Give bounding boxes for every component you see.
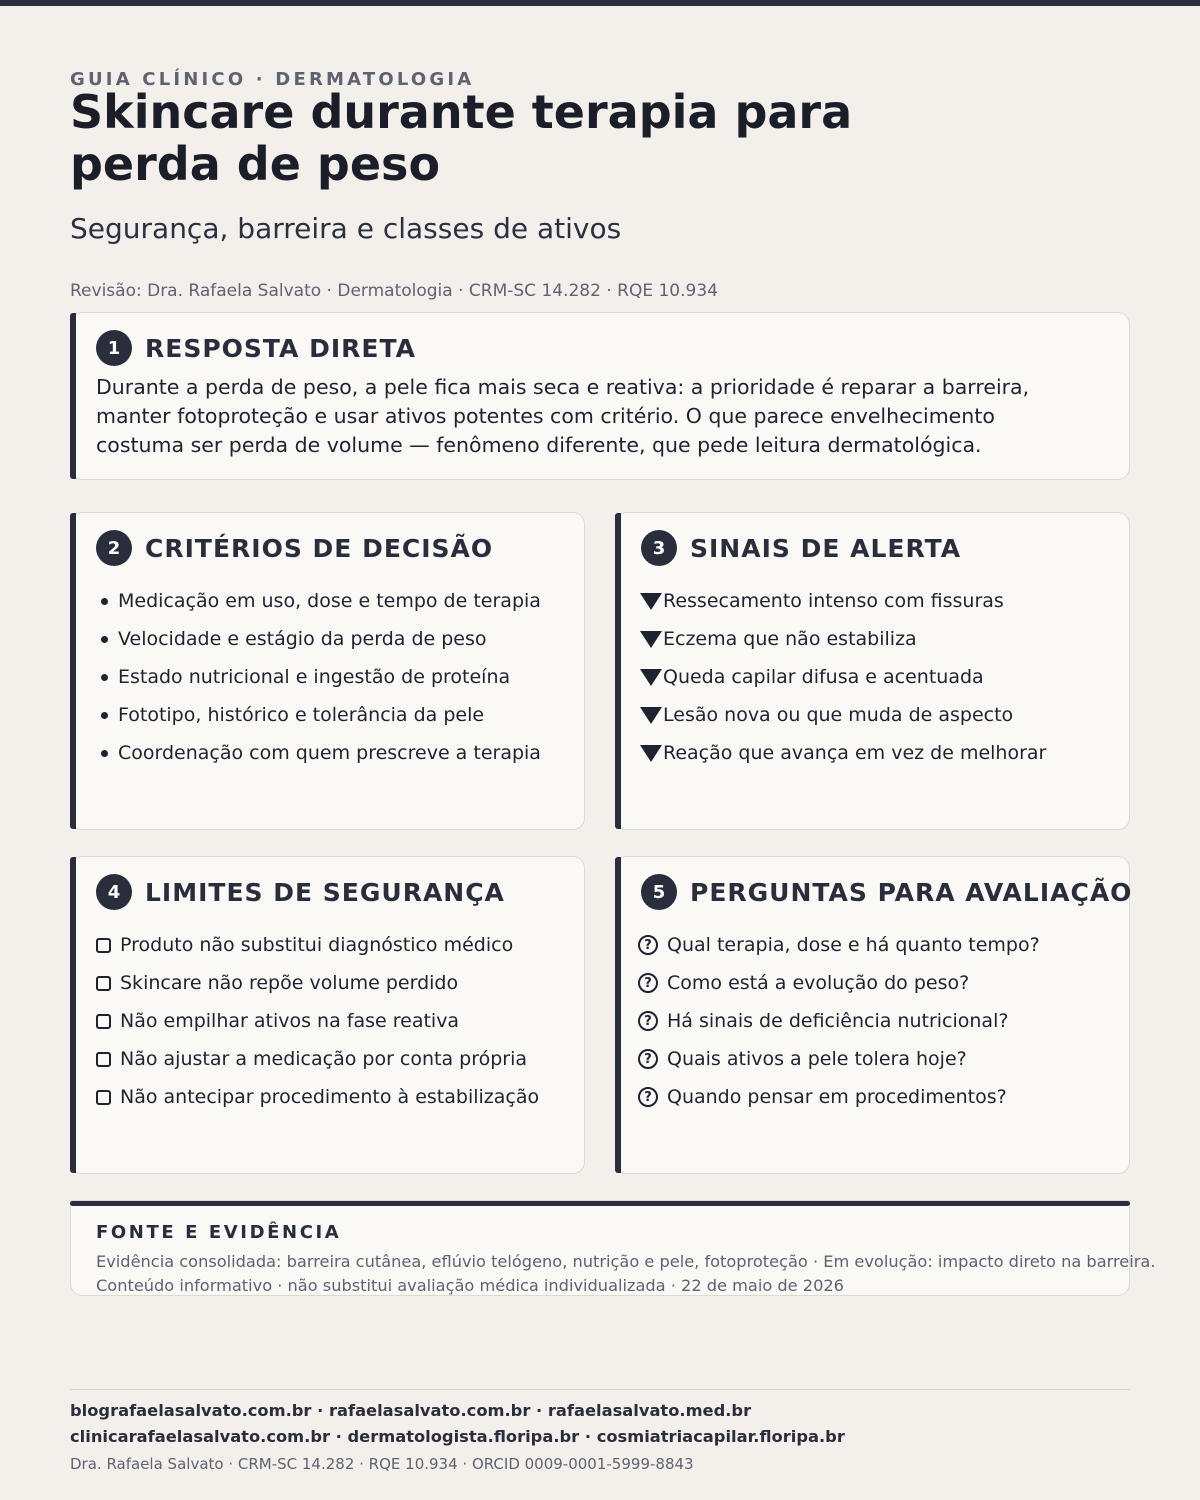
question-circle-icon: ? [638,1011,658,1031]
checkbox-icon [96,938,111,953]
bullet-dot [96,598,118,605]
direct-answer-text: Durante a perda de peso, a pele fica mais seca e reativa: a prioridade é reparar a barreira, manter fotoproteção e usar ativos potentes com critério. O que parece envelhecimento costuma ser perda de volume — fenômeno diferente, que pede leitura dermatológica. [96,375,1030,457]
card-header [96,874,505,910]
warning-triangle-icon [639,706,663,724]
checkbox-icon [96,1052,111,1067]
checkbox-icon [96,976,111,991]
footer-links-primary: blografaelasalvato.com.br · rafaelasalvato.com.br · rafaelasalvato.med.br [70,1401,752,1420]
list-item: ? Há sinais de deficiência nutricional? [641,1002,1040,1040]
checkbox-icon [96,1014,111,1029]
card-header [96,330,416,366]
bullet-dot [96,636,118,643]
page-subtitle: Segurança, barreira e classes de ativos [70,212,622,245]
section-number-badge: 3 [641,530,677,566]
list-item: Não antecipar procedimento à estabilização [96,1078,539,1116]
evidence-line: Evidência consolidada: barreira cutânea, eflúvio telógeno, nutrição e pele, fotoproteção · Em evolução: impacto direto na barreira. [96,1252,1156,1271]
warning-triangle-icon [639,744,663,762]
page-title: Skincare durante terapia para perda de peso [70,85,853,191]
list-item: Medicação em uso, dose e tempo de terapia [96,582,541,620]
section-number-badge: 2 [96,530,132,566]
list-item: Não empilhar ativos na fase reativa [96,1002,539,1040]
list-item: Estado nutricional e ingestão de proteína [96,658,541,696]
card-accent-bar [70,857,76,1173]
source-evidence-card [70,1200,1156,1296]
warning-triangle-icon [639,668,663,686]
section-title: LIMITES DE SEGURANÇA [145,877,505,907]
disclaimer-line: Conteúdo informativo · não substitui avaliação médica individualizada · 22 de maio de 2026 [96,1276,844,1295]
card-accent-bar [70,513,76,829]
section-title: RESPOSTA DIRETA [145,333,416,363]
safety-limits-card [70,856,585,1174]
card-accent-bar [70,1201,1130,1206]
section-title: SINAIS DE ALERTA [690,533,962,563]
footer-credentials: Dra. Rafaela Salvato · CRM-SC 14.282 · RQE 10.934 · ORCID 0009-0001-5999-8843 [70,1455,694,1473]
limits-list [96,926,539,1116]
footer-divider [70,1389,1130,1390]
warning-triangle-icon [639,630,663,648]
section-title: CRITÉRIOS DE DECISÃO [145,533,494,563]
card-accent-bar [70,313,76,479]
top-accent-bar [0,0,1200,6]
card-header [96,530,493,566]
list-item: Ressecamento intenso com fissuras [641,582,1046,620]
list-item: Velocidade e estágio da perda de peso [96,620,541,658]
direct-answer-card [70,312,1130,480]
list-item: ? Quando pensar em procedimentos? [641,1078,1040,1116]
question-circle-icon: ? [638,1049,658,1069]
list-item: Eczema que não estabiliza [641,620,1046,658]
card-accent-bar [615,857,621,1173]
alerts-list [641,582,1046,772]
question-circle-icon: ? [638,1087,658,1107]
bullet-dot [96,712,118,719]
source-title: FONTE E EVIDÊNCIA [96,1222,342,1243]
questions-list [641,926,1040,1116]
card-accent-bar [615,513,621,829]
alerts-card [615,512,1130,830]
section-title: PERGUNTAS PARA AVALIAÇÃO [690,877,1133,907]
footer-links-secondary: clinicarafaelasalvato.com.br · dermatologista.floripa.br · cosmiatriacapilar.floripa.br [70,1427,845,1446]
list-item: Produto não substitui diagnóstico médico [96,926,539,964]
question-circle-icon: ? [638,935,658,955]
question-circle-icon: ? [638,973,658,993]
section-number-badge: 1 [96,330,132,366]
checkbox-icon [96,1090,111,1105]
section-number-badge: 5 [641,874,677,910]
card-header [641,530,961,566]
eyebrow-label: GUIA CLÍNICO · DERMATOLOGIA [70,69,475,90]
criteria-card [70,512,585,830]
list-item: Queda capilar difusa e acentuada [641,658,1046,696]
bullet-dot [96,674,118,681]
list-item: ? Qual terapia, dose e há quanto tempo? [641,926,1040,964]
review-credit: Revisão: Dra. Rafaela Salvato · Dermatologia · CRM-SC 14.282 · RQE 10.934 [70,281,718,301]
card-header [641,874,1132,910]
assessment-questions-card [615,856,1133,1174]
list-item: ? Como está a evolução do peso? [641,964,1040,1002]
warning-triangle-icon [639,592,663,610]
list-item: Fototipo, histórico e tolerância da pele [96,696,541,734]
bullet-dot [96,750,118,757]
list-item: Reação que avança em vez de melhorar [641,734,1046,772]
section-number-badge: 4 [96,874,132,910]
list-item: Lesão nova ou que muda de aspecto [641,696,1046,734]
list-item: Não ajustar a medicação por conta própria [96,1040,539,1078]
list-item: ? Quais ativos a pele tolera hoje? [641,1040,1040,1078]
list-item: Skincare não repõe volume perdido [96,964,539,1002]
criteria-list [96,582,541,772]
list-item: Coordenação com quem prescreve a terapia [96,734,541,772]
